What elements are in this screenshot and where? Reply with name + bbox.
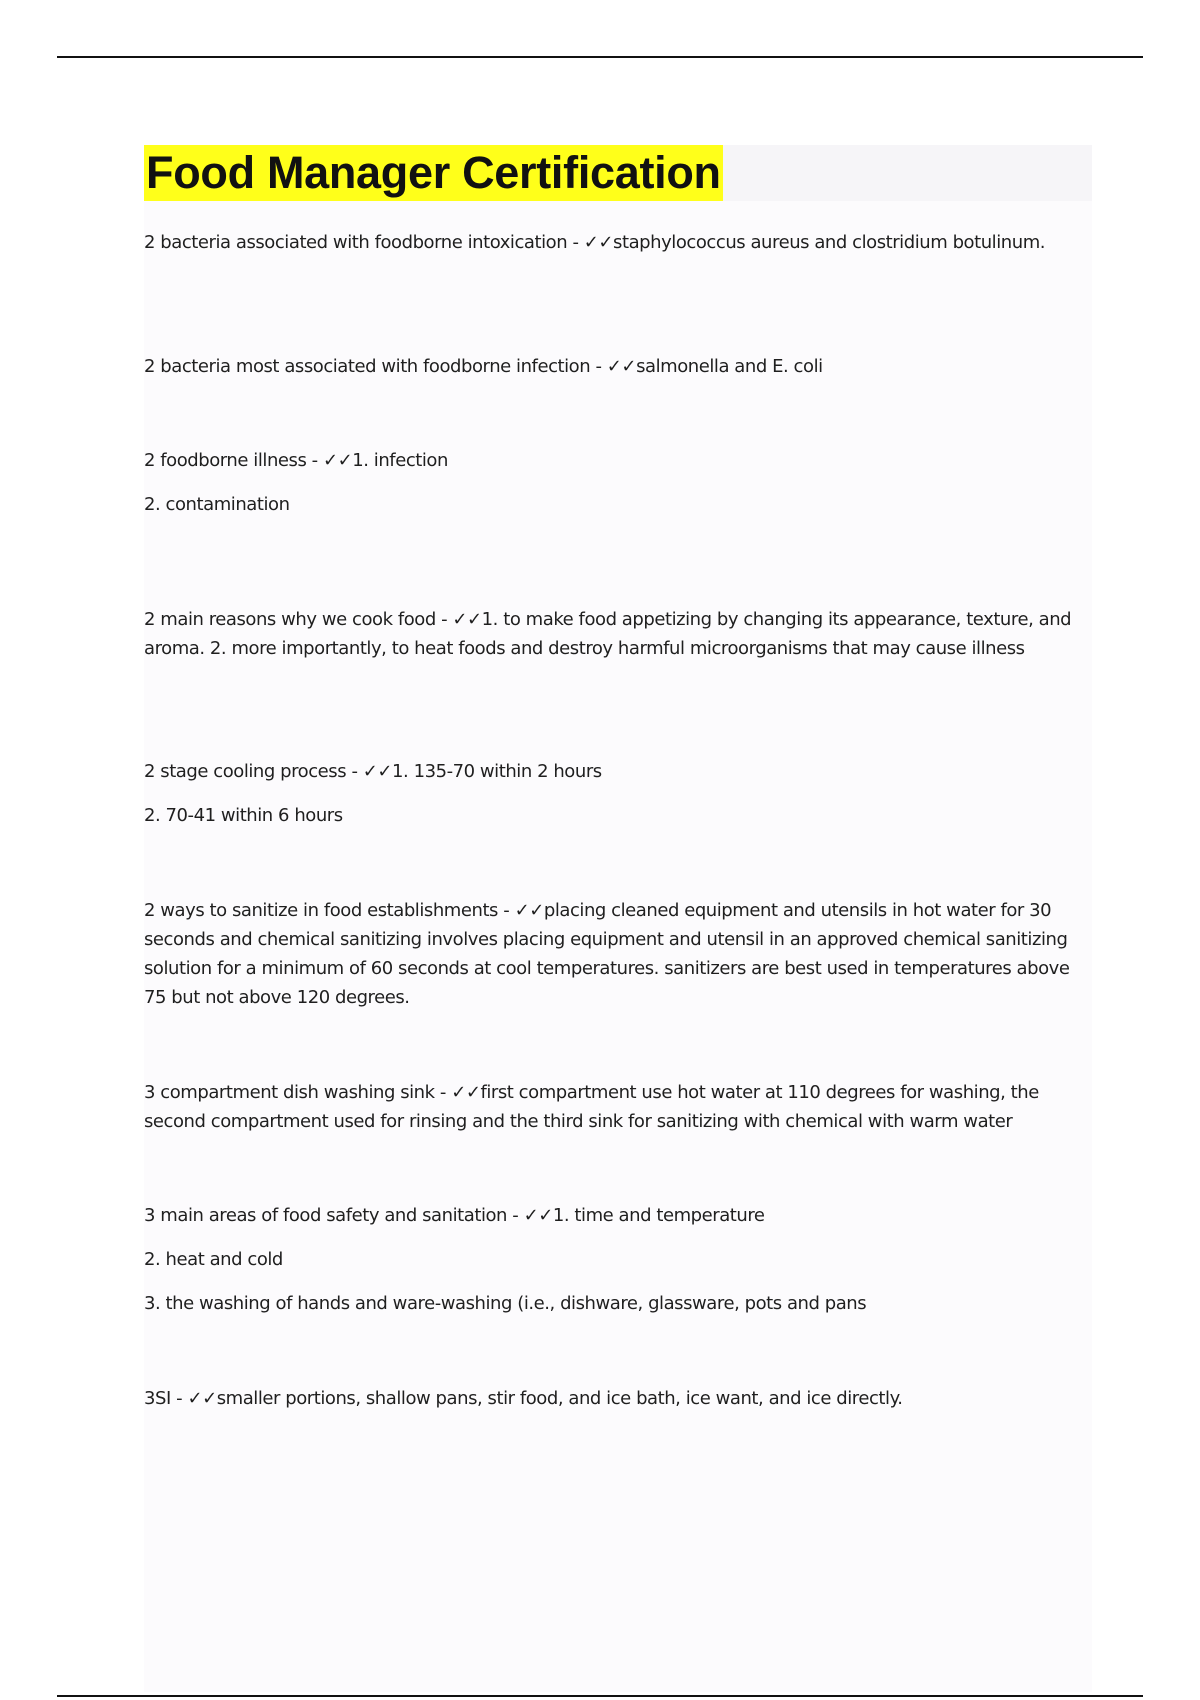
- separator: -: [507, 1205, 524, 1226]
- qa-term: 2 main reasons why we cook food: [144, 609, 436, 630]
- qa-line: 3. the washing of hands and ware-washing (i.e., dishware, glassware, pots and pans: [144, 1293, 867, 1314]
- separator: -: [590, 356, 607, 377]
- qa-term: 2 foodborne illness: [144, 450, 307, 471]
- separator: -: [498, 900, 515, 921]
- qa-answer: smaller portions, shallow pans, stir food, and ice bath, ice want, and ice directly.: [216, 1388, 903, 1409]
- qa-line: [144, 1078, 1084, 1136]
- qa-line: 2. contamination: [144, 494, 290, 515]
- separator: -: [567, 232, 584, 253]
- qa-line: [144, 352, 1084, 381]
- page-title: Food Manager Certification: [144, 145, 723, 201]
- qa-entry: [144, 605, 1084, 663]
- qa-answer: salmonella and E. coli: [636, 356, 823, 377]
- qa-answer: 1. 135-70 within 2 hours: [392, 761, 602, 782]
- double-check-icon: ✓✓: [514, 900, 544, 921]
- qa-term: 2 bacteria associated with foodborne intoxication: [144, 232, 568, 253]
- document-body: [144, 145, 1092, 1692]
- qa-answer: first compartment use hot water at 110 degrees for washing, the second compartment used for rinsing and the third sink for sanitizing with chemical with warm water: [144, 1082, 1039, 1132]
- qa-entry: [144, 1201, 1084, 1318]
- qa-line: [144, 896, 1084, 1012]
- qa-entry: [144, 352, 1084, 381]
- qa-entry: [144, 1384, 1084, 1413]
- double-check-icon: ✓✓: [187, 1388, 217, 1409]
- qa-entry: [144, 228, 1084, 257]
- qa-term: 3 compartment dish washing sink: [144, 1082, 435, 1103]
- qa-line: [144, 757, 1084, 786]
- double-check-icon: ✓✓: [362, 761, 393, 782]
- separator: -: [434, 1082, 452, 1103]
- qa-term: 2 stage cooling process: [144, 761, 347, 782]
- qa-entry: [144, 446, 1084, 519]
- qa-answer: staphylococcus aureus and clostridium botulinum.: [613, 232, 1046, 253]
- qa-answer: placing cleaned equipment and utensils in hot water for 30 seconds and chemical sanitizing involves placing equipment and utensil in an approved chemical sanitizing solution for a minimum of 60 seconds at cool temperatures. sanitizers are best used in temperatures above 75 but not above 120 degrees.: [144, 900, 1070, 1008]
- top-rule: [57, 56, 1143, 58]
- separator: -: [346, 761, 363, 782]
- double-check-icon: ✓✓: [451, 1082, 481, 1103]
- qa-line: [144, 1384, 1084, 1413]
- qa-line: [144, 228, 1084, 257]
- double-check-icon: ✓✓: [606, 356, 637, 377]
- qa-line: [144, 446, 1084, 475]
- double-check-icon: ✓✓: [452, 609, 482, 630]
- bottom-rule: [57, 1695, 1143, 1697]
- qa-term: 2 ways to sanitize in food establishments: [144, 900, 498, 921]
- qa-entry: [144, 757, 1084, 830]
- qa-answer: 1. infection: [352, 450, 448, 471]
- qa-entry: [144, 896, 1084, 1012]
- qa-line: 2. heat and cold: [144, 1249, 283, 1270]
- title-bar: [144, 145, 1092, 201]
- separator: -: [170, 1388, 188, 1409]
- separator: -: [306, 450, 323, 471]
- qa-term: 2 bacteria most associated with foodborne infection: [144, 356, 591, 377]
- qa-answer: 1. time and temperature: [552, 1205, 765, 1226]
- qa-entry: [144, 1078, 1084, 1136]
- qa-term: 3SI: [144, 1388, 171, 1409]
- qa-line: [144, 1201, 1084, 1230]
- separator: -: [435, 609, 453, 630]
- qa-line: 2. 70-41 within 6 hours: [144, 805, 343, 826]
- double-check-icon: ✓✓: [583, 232, 614, 253]
- qa-answer: 1. to make food appetizing by changing its appearance, texture, and aroma. 2. more importantly, to heat foods and destroy harmful microorganisms that may cause illness: [144, 609, 1072, 659]
- qa-term: 3 main areas of food safety and sanitation: [144, 1205, 508, 1226]
- qa-line: [144, 605, 1084, 663]
- double-check-icon: ✓✓: [322, 450, 353, 471]
- double-check-icon: ✓✓: [523, 1205, 553, 1226]
